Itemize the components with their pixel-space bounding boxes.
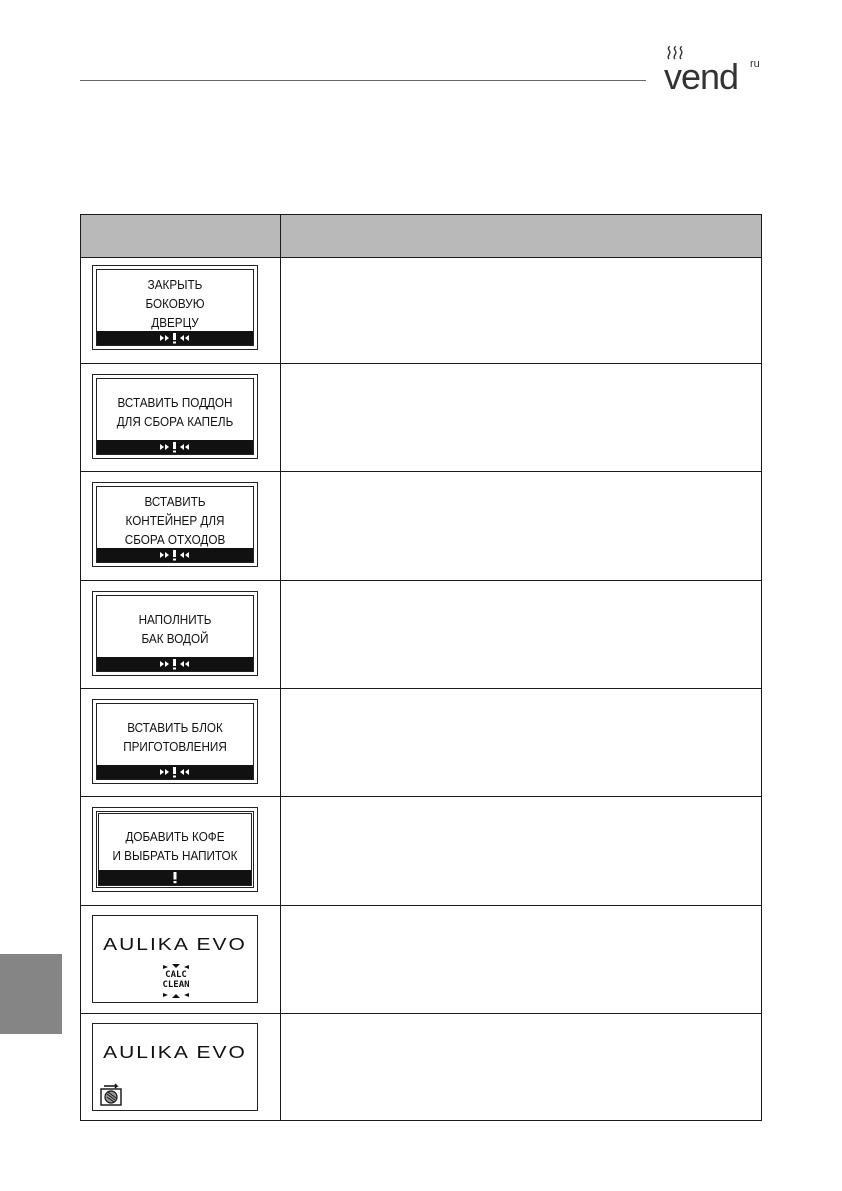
table-row	[92, 591, 258, 676]
table-row	[92, 915, 258, 1003]
lcd-line: И ВЫБРАТЬ НАПИТОК	[112, 848, 238, 863]
display-messages-table	[80, 214, 762, 1121]
brand-display-text: AULIKA EVO	[103, 934, 247, 955]
lcd-status-bar	[99, 870, 251, 885]
table-row	[92, 265, 258, 350]
lcd-status-bar	[97, 657, 253, 671]
table-row	[92, 482, 258, 567]
lcd-line: ДЛЯ СБОРА КАПЕЛЬ	[116, 414, 234, 429]
arrows-alert-icon	[158, 332, 192, 344]
vend-logo	[664, 46, 774, 97]
column-divider	[280, 215, 281, 1120]
lcd-line: ВСТАВИТЬ БЛОК	[127, 720, 223, 735]
logo-superscript: ru	[750, 58, 760, 70]
calc-label: CALC	[165, 970, 187, 980]
lcd-display	[96, 486, 254, 563]
lcd-display	[96, 811, 254, 888]
lcd-display	[96, 378, 254, 455]
alert-icon	[172, 871, 178, 884]
arrows-alert-icon	[158, 549, 192, 561]
filter-icon	[100, 1083, 124, 1107]
header-rule	[80, 80, 646, 81]
table-row	[92, 374, 258, 459]
lcd-line: ЗАКРЫТЬ	[147, 277, 203, 292]
arrows-alert-icon	[158, 441, 192, 453]
lcd-line: ВСТАВИТЬ ПОДДОН	[117, 395, 233, 410]
table-row	[92, 699, 258, 784]
lcd-display	[96, 269, 254, 346]
row-divider	[81, 580, 761, 581]
row-divider	[81, 688, 761, 689]
lcd-status-bar	[97, 331, 253, 345]
lcd-display	[96, 919, 254, 999]
table-header	[81, 215, 761, 258]
row-divider	[81, 471, 761, 472]
side-page-tab	[0, 954, 62, 1034]
lcd-line: НАПОЛНИТЬ	[138, 612, 212, 627]
row-divider	[81, 363, 761, 364]
lcd-line: СБОРА ОТХОДОВ	[124, 532, 226, 547]
lcd-line: ДВЕРЦУ	[151, 315, 199, 330]
lcd-line: ДОБАВИТЬ КОФЕ	[125, 829, 225, 844]
arrows-alert-icon	[158, 658, 192, 670]
calc-clean-icon	[159, 963, 193, 999]
lcd-status-bar	[97, 765, 253, 779]
row-divider	[81, 1013, 761, 1014]
table-row	[92, 807, 258, 892]
lcd-status-bar	[97, 440, 253, 454]
row-divider	[81, 905, 761, 906]
table-row	[92, 1023, 258, 1111]
lcd-status-bar	[97, 548, 253, 562]
lcd-line: КОНТЕЙНЕР ДЛЯ	[125, 513, 225, 528]
lcd-line: ПРИГОТОВЛЕНИЯ	[123, 739, 227, 754]
logo-wordmark: vend	[664, 56, 739, 97]
row-divider	[81, 796, 761, 797]
lcd-display	[96, 1027, 254, 1107]
lcd-line: БОКОВУЮ	[145, 296, 205, 311]
lcd-line: ВСТАВИТЬ	[144, 494, 206, 509]
clean-label: CLEAN	[162, 980, 190, 990]
lcd-display	[96, 595, 254, 672]
lcd-display	[96, 703, 254, 780]
lcd-line: БАК ВОДОЙ	[141, 631, 209, 646]
brand-display-text: AULIKA EVO	[103, 1042, 247, 1063]
arrows-alert-icon	[158, 766, 192, 778]
